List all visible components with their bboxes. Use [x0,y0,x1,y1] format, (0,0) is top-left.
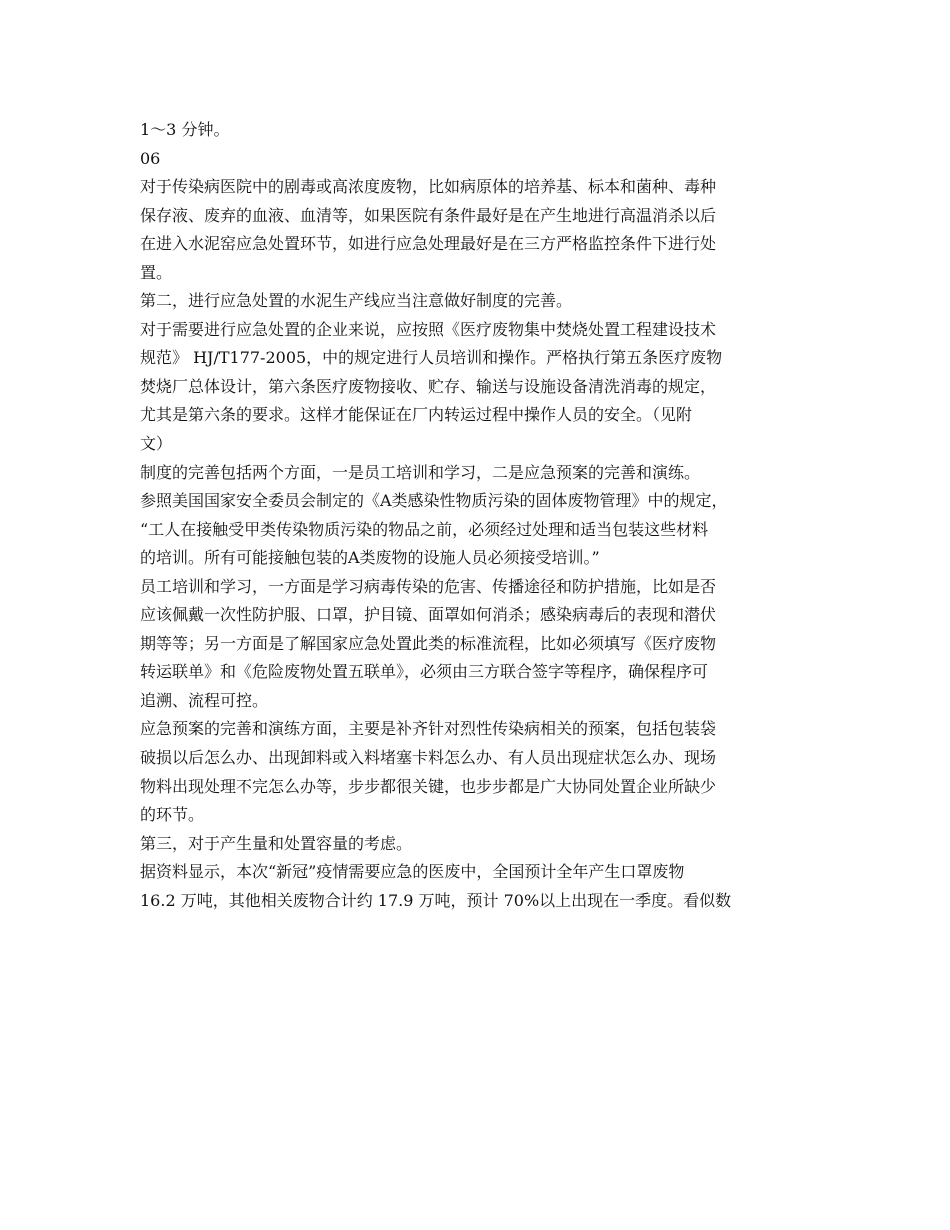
paragraph-line: 制度的完善包括两个方面，一是员工培训和学习，二是应急预案的完善和演练。 [140,462,701,482]
paragraph-line: 尤其是第六条的要求。这样才能保证在厂内转运过程中操作人员的安全。（见附 [140,405,693,425]
section-heading-line: 第二，进行应急处置的水泥生产线应当注意做好制度的完善。 [140,291,573,311]
paragraph-line: 的环节。 [140,805,205,825]
document-page [140,116,820,915]
paragraph-line: 应急预案的完善和演练方面，主要是补齐针对烈性传染病相关的预案，包括包装袋 [140,719,717,739]
paragraph-line: 应该佩戴一次性防护服、口罩，护目镜、面罩如何消杀；感染病毒后的表现和潜伏 [140,605,717,625]
paragraph-line: 对于需要进行应急处置的企业来说，应按照《医疗废物集中焚烧处置工程建设技术 [140,319,717,339]
paragraph-line: 物料出现处理不完怎么办等，步步都很关键，也步步都是广大协同处置企业所缺少 [140,776,717,796]
paragraph-line: 在进入水泥窑应急处置环节，如进行应急处理最好是在三方严格监控条件下进行处 [140,234,717,254]
text-line: 1～3 分钟。 [140,120,230,139]
paragraph-line: 参照美国国家安全委员会制定的《A类感染性物质污染的固体废物管理》中的规定， [140,491,728,511]
paragraph-line: 文） [140,434,173,454]
paragraph-line: 期等等；另一方面是了解国家应急处置此类的标准流程，比如必须填写《医疗废物 [140,633,717,653]
section-heading-line: 第三，对于产生量和处置容量的考虑。 [140,833,413,853]
paragraph-line: 员工培训和学习，一方面是学习病毒传染的危害、传播途径和防护措施，比如是否 [140,576,717,596]
paragraph-line: 16.2 万吨，其他相关废物合计约 17.9 万吨，预计 70%以上出现在一季度。看似数 [140,890,732,910]
paragraph-line: 焚烧厂总体设计，第六条医疗废物接收、贮存、输送与设施设备清洗消毒的规定， [140,376,717,396]
paragraph-line: 破损以后怎么办、出现卸料或入料堵塞卡料怎么办、有人员出现症状怎么办、现场 [140,748,717,768]
quote-line: 的培训。所有可能接触包装的A类废物的设施人员必须接受培训。” [140,548,600,568]
paragraph-line: 规范》 HJ/T177-2005，中的规定进行人员培训和操作。严格执行第五条医疗废物 [140,348,723,368]
paragraph-line: 置。 [140,262,173,282]
paragraph-line: 据资料显示，本次“新冠”疫情需要应急的医废中，全国预计全年产生口罩废物 [140,862,685,882]
quote-line: “工人在接触受甲类传染物质污染的物品之前，必须经过处理和适当包装这些材料 [140,519,709,539]
paragraph-line: 转运联单》和《危险废物处置五联单》，必须由三方联合签字等程序，确保程序可 [140,662,709,682]
paragraph-line: 追溯、流程可控。 [140,690,269,710]
paragraph-line: 保存液、废弃的血液、血清等，如果医院有条件最好是在产生地进行高温消杀以后 [140,205,717,225]
text-line: 06 [140,148,161,168]
paragraph-line: 对于传染病医院中的剧毒或高浓度废物，比如病原体的培养基、标本和菌种、毒种 [140,177,717,197]
